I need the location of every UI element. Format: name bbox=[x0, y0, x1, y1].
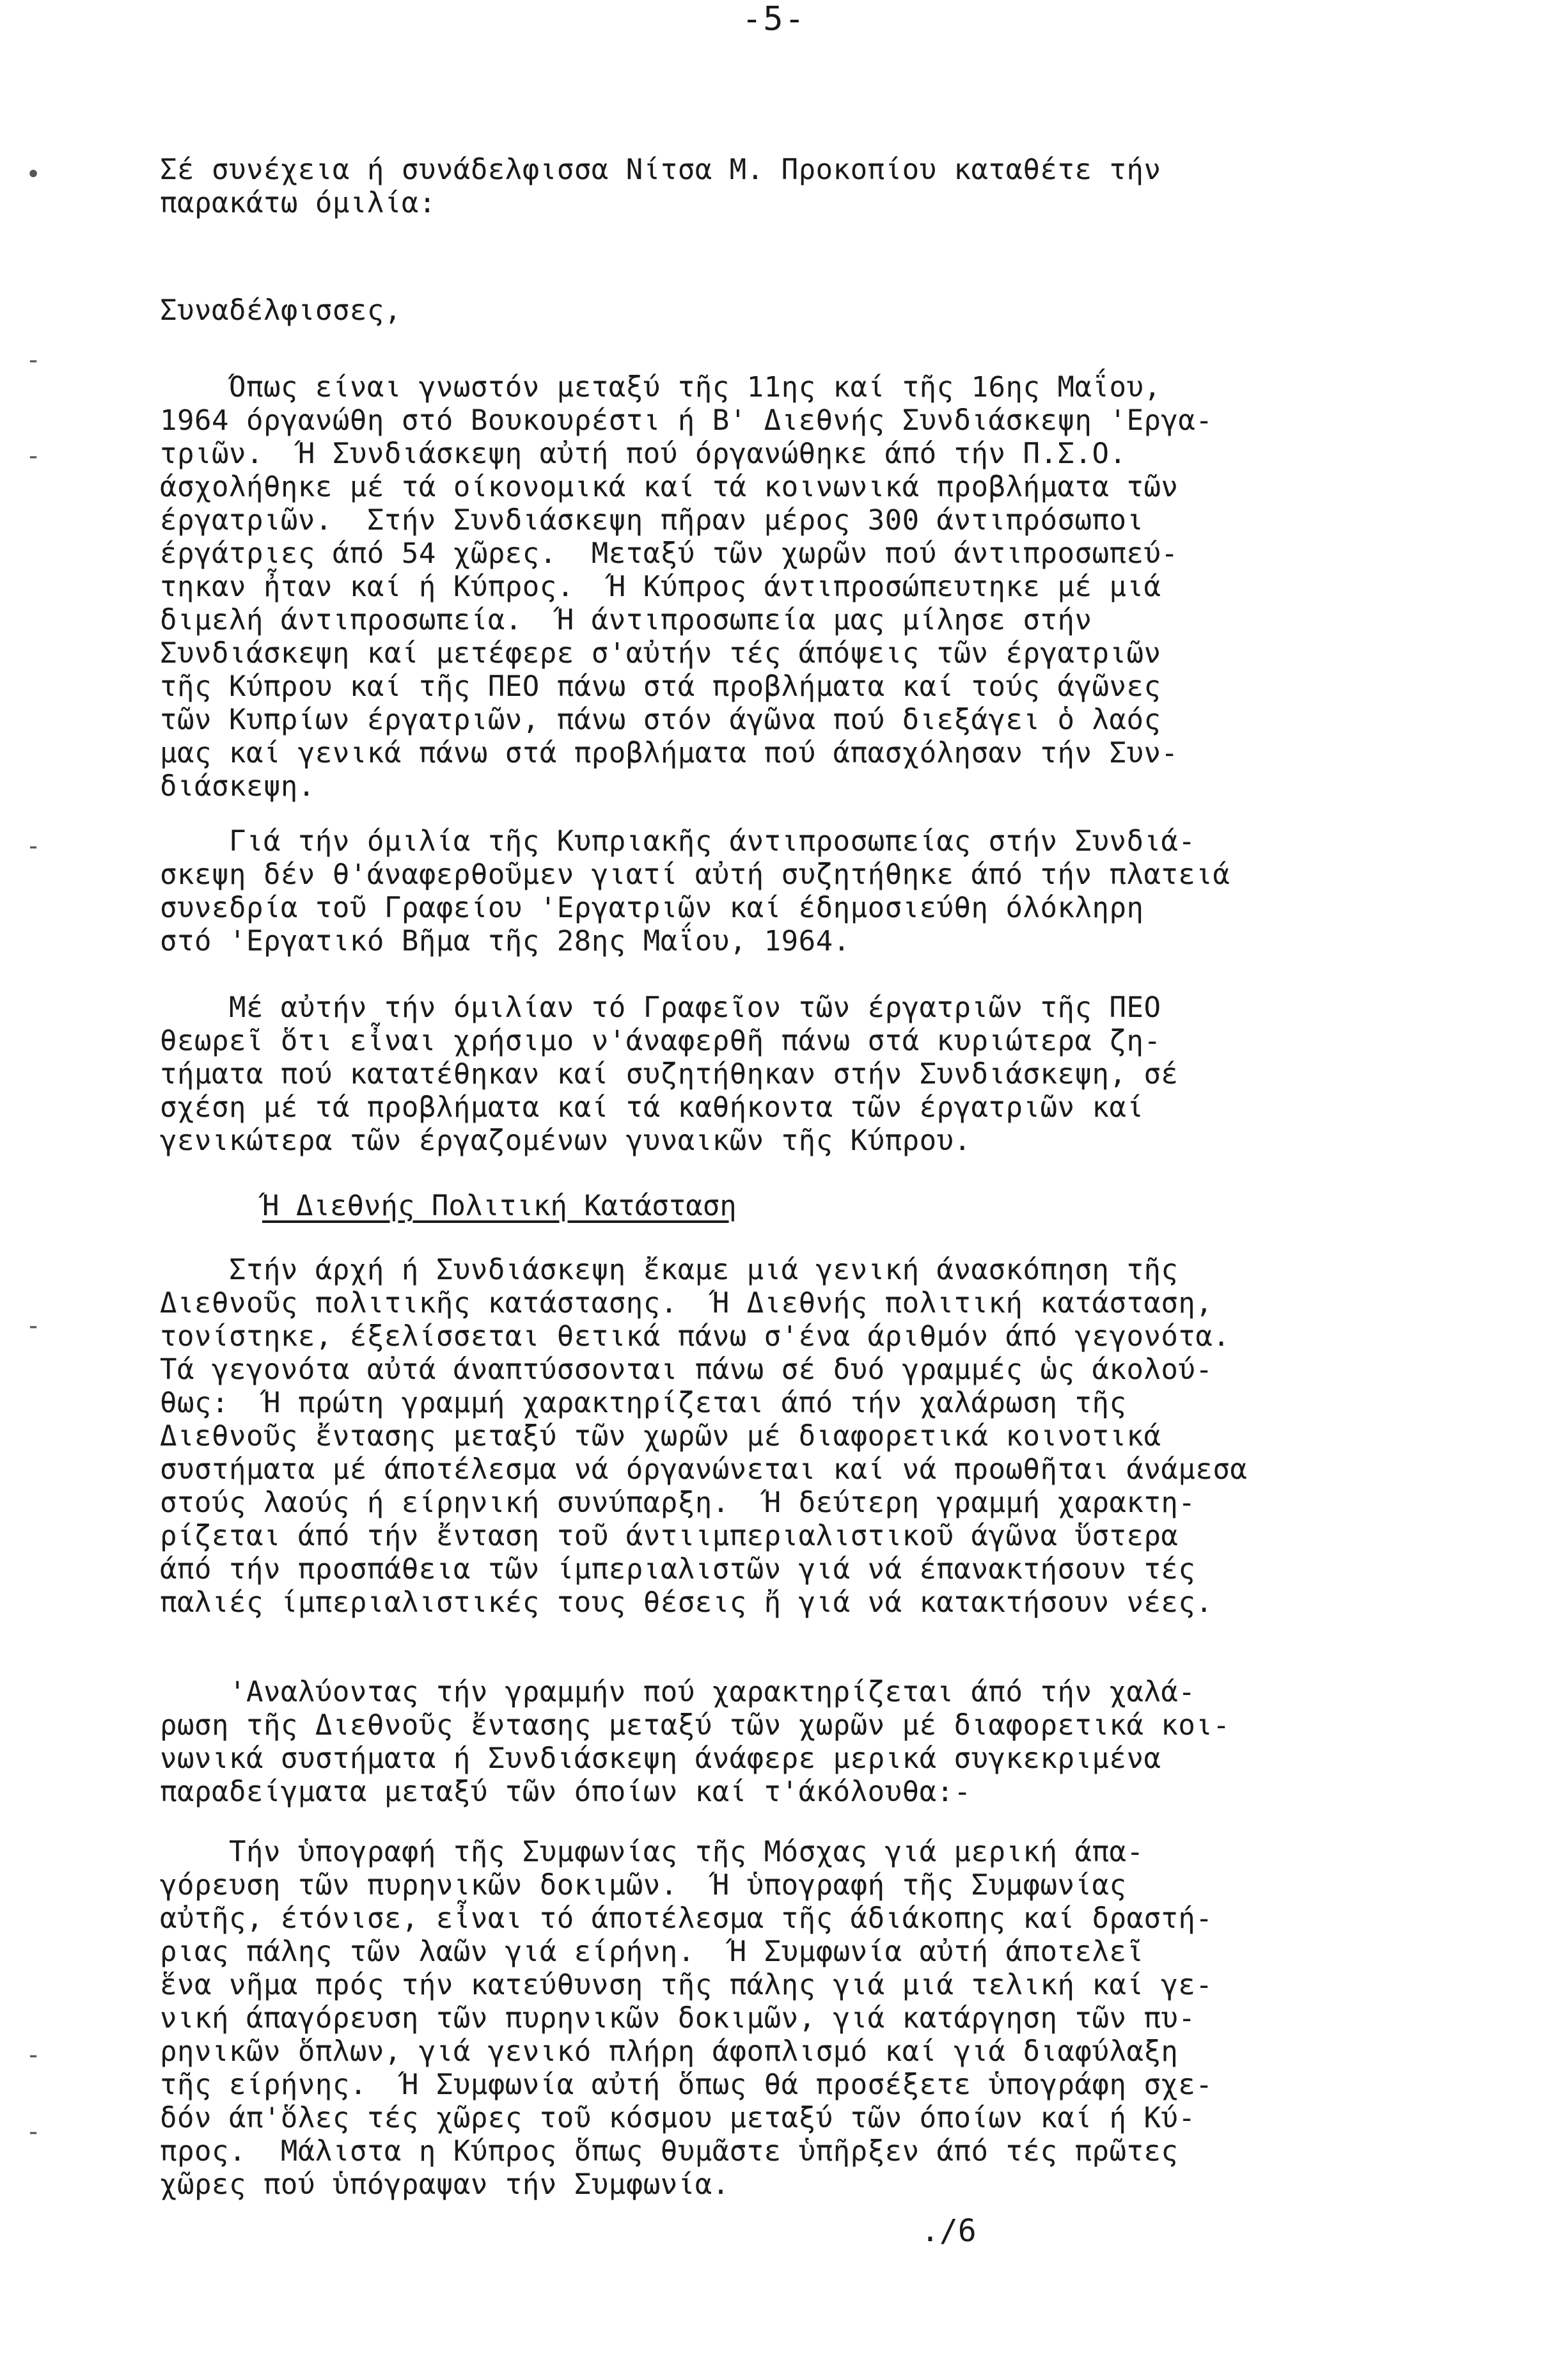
margin-mark: - bbox=[26, 345, 42, 375]
margin-mark: • bbox=[26, 160, 42, 189]
margin-mark: - bbox=[26, 831, 42, 861]
page-number: -5- bbox=[742, 0, 806, 38]
paragraph-cyprus-speech: Γιά τήν όμιλία τῆς Κυπριακῆς άντιπροσωπείας στήν Συνδιά- σκεψη δέν θ'άναφερθοῦμεν γιατί αὐτή συζητήθηκε άπό τήν πλατειά συνεδρία τοῦ Γραφείου 'Εργατριῶν καί έδημοσιεύθη όλόκληρη στό 'Εργατικό Βῆμα τῆς 28ης Μαΐου, 1964. bbox=[160, 825, 1230, 958]
paragraph-moscow-treaty: Τήν ὑπογραφή τῆς Συμφωνίας τῆς Μόσχας γιά μερική άπα- γόρευση τῶν πυρηνικῶν δοκιμῶν. Ή ὑπογραφή τῆς Συμφωνίας αὐτῆς, έτόνισε, εἶναι τό άποτέλεσμα τῆς άδιάκοπης καί δραστή- ριας πάλης τῶν λαῶν γιά είρήνη. Ή Συμφωνία αὐτή άποτελεῖ ἕνα νῆμα πρός τήν κατεύθυνση τῆς πάλης γιά μιά τελική καί γε- νική άπαγόρευση τῶν πυρηνικῶν δοκιμῶν, γιά κατάργηση τῶν πυ- ρηνικῶν ὅπλων, γιά γενικό πλήρη άφοπλισμό καί γιά διαφύλαξη τῆς είρήνης. Ή Συμφωνία αὐτή ὅπως θά προσέξετε ὑπογράφη σχε- δόν άπ'ὅλες τές χῶρες τοῦ κόσμου μεταξύ τῶν όποίων καί ή Κύ- προς. Μάλιστα η Κύπρος ὅπως θυμᾶστε ὑπῆρξεν άπό τές πρῶτες χῶρες πού ὑπόγραψαν τήν Συμφωνία. bbox=[160, 1836, 1213, 2201]
section-heading: Ή Διεθνής Πολιτική Κατάσταση bbox=[262, 1190, 737, 1222]
margin-mark: - bbox=[26, 441, 42, 471]
paragraph-detente: 'Αναλύοντας τήν γραμμήν πού χαρακτηρίζεται άπό τήν χαλά- ρωση τῆς Διεθνοῦς ἔντασης μεταξύ τῶν χωρῶν μέ διαφορετικά κοι- νωνικά συστήματα ή Συνδιάσκεψη άνάφερε μερικά συγκεκριμένα παραδείγματα μεταξύ τῶν όποίων καί τ'άκόλουθα:- bbox=[160, 1676, 1230, 1808]
paragraph-international-situation: Στήν άρχή ή Συνδιάσκεψη ἔκαμε μιά γενική άνασκόπηση τῆς Διεθνοῦς πολιτικῆς κατάστασης. Ή Διεθνής πολιτική κατάσταση, τονίστηκε, έξελίσσεται θετικά πάνω σ'ένα άριθμόν άπό γεγονότα. Τά γεγονότα αὐτά άναπτύσσονται πάνω σέ δυό γραμμές ὡς άκολού- θως: Ή πρώτη γραμμή χαρακτηρίζεται άπό τήν χαλάρωση τῆς Διεθνοῦς ἔντασης μεταξύ τῶν χωρῶν μέ διαφορετικά κοινοτικά συστήματα μέ άποτέλεσμα νά όργανώνεται καί νά προωθῆται άνάμεσα στούς λαούς ή είρηνική συνύπαρξη. Ή δεύτερη γραμμή χαρακτη- ρίζεται άπό τήν ἔνταση τοῦ άντιιμπεριαλιστικοῦ άγῶνα ὕστερα άπό τήν προσπάθεια τῶν ίμπεριαλιστῶν γιά νά έπανακτήσουν τές παλιές ίμπεριαλιστικές τους θέσεις ἤ γιά νά κατακτήσουν νέες. bbox=[160, 1254, 1248, 1619]
paragraph-purpose: Μέ αὐτήν τήν όμιλίαν τό Γραφεῖον τῶν έργατριῶν τῆς ΠΕΟ θεωρεῖ ὅτι εἶναι χρήσιμο ν'άναφερθῆ πάνω στά κυριώτερα ζη- τήματα πού κατατέθηκαν καί συζητήθηκαν στήν Συνδιάσκεψη, σέ σχέση μέ τά προβλήματα καί τά καθήκοντα τῶν έργατριῶν καί γενικώτερα τῶν έργαζομένων γυναικῶν τῆς Κύπρου. bbox=[160, 991, 1179, 1157]
paragraph-conference: Όπως είναι γνωστόν μεταξύ τῆς 11ης καί τῆς 16ης Μαΐου, 1964 όργανώθη στό Βουκουρέστι ή Β' Διεθνής Συνδιάσκεψη 'Εργα- τριῶν. Ή Συνδιάσκεψη αὐτή πού όργανώθηκε άπό τήν Π.Σ.Ο. άσχολήθηκε μέ τά οίκονομικά καί τά κοινωνικά προβλήματα τῶν έργατριῶν. Στήν Συνδιάσκεψη πῆραν μέρος 300 άντιπρόσωποι έργάτριες άπό 54 χῶρες. Μεταξύ τῶν χωρῶν πού άντιπροσωπεύ- τηκαν ἦταν καί ή Κύπρος. Ή Κύπρος άντιπροσώπευτηκε μέ μιά διμελή άντιπροσωπεία. Ή άντιπροσωπεία μας μίλησε στήν Συνδιάσκεψη καί μετέφερε σ'αὐτήν τές άπόψεις τῶν έργατριῶν τῆς Κύπρου καί τῆς ΠΕΟ πάνω στά προβλήματα καί τούς άγῶνες τῶν Κυπρίων έργατριῶν, πάνω στόν άγῶνα πού διεξάγει ὁ λαός μας καί γενικά πάνω στά προβλήματα πού άπασχόλησαν τήν Συν- διάσκεψη. bbox=[160, 371, 1213, 803]
salutation: Συναδέλφισσες, bbox=[160, 294, 402, 327]
margin-mark: - bbox=[26, 2117, 42, 2147]
margin-mark: - bbox=[26, 1311, 42, 1341]
continuation-marker: ./6 bbox=[921, 2213, 977, 2249]
margin-mark: - bbox=[26, 2040, 42, 2070]
intro-paragraph: Σέ συνέχεια ή συνάδελφισσα Νίτσα Μ. Προκοπίου καταθέτε τήν παρακάτω όμιλία: bbox=[160, 154, 1161, 219]
